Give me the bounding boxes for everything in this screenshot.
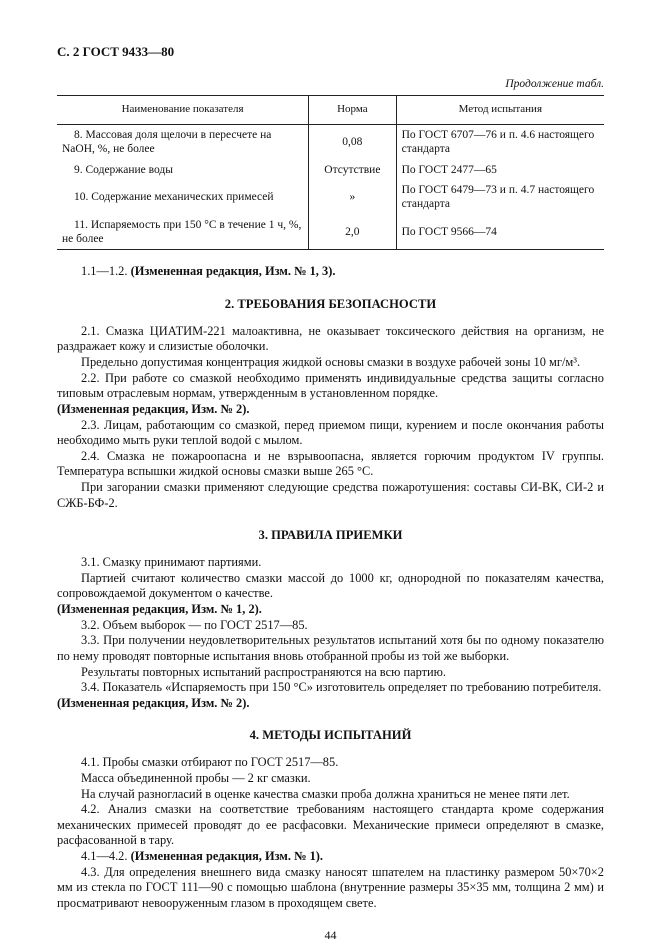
para-2-1: 2.1. Смазка ЦИАТИМ-221 малоактивна, не оказывает токсического действия на организм, не раздражает кожу и слизистые оболочки.	[57, 323, 604, 354]
cell-indicator: 11. Испаряемость при 150 °С в течение 1 ч, %, не более	[62, 218, 302, 245]
amendment-note-3-4: (Измененная редакция, Изм. № 2).	[57, 695, 250, 710]
cell-indicator: 9. Содержание воды	[74, 163, 173, 176]
document-body	[57, 264, 604, 911]
cell-indicator: 10. Содержание механических примесей	[74, 191, 274, 204]
note-bold: (Измененная редакция, Изм. № 1, 3).	[130, 264, 336, 279]
amendment-note-4-1-4-2	[57, 849, 604, 865]
cell-indicator: 8. Массовая доля щелочи в пересчете на NaOH, %, не более	[62, 128, 272, 156]
para-2-1-cont: Предельно допустимая концентрация жидкой основы смазки в воздухе рабочей зоны 10 мг/м³.	[81, 355, 581, 370]
amendment-note-2-2: (Измененная редакция, Изм. № 2).	[57, 401, 250, 416]
table-row	[57, 160, 604, 180]
col-header-indicator: Наименование показателя	[57, 96, 309, 125]
para-3-2: 3.2. Объем выборок — по ГОСТ 2517—85.	[81, 617, 308, 632]
para-2-4-cont: При загорании смазки применяют следующие средства пожаротушения: составы СИ-ВК, СИ-2 и СЖБ-БФ-2.	[57, 480, 604, 510]
cell-method: По ГОСТ 9566—74	[396, 215, 604, 250]
para-3-1: 3.1. Смазку принимают партиями.	[81, 555, 262, 570]
para-2-3: 2.3. Лицам, работающим со смазкой, перед приемом пищи, курением и после окончания работы необходимо мыть руки теплой водой с мылом.	[57, 417, 604, 448]
amendment-note-3-1: (Измененная редакция, Изм. № 1, 2).	[57, 602, 262, 617]
note-bold: (Измененная редакция, Изм. № 1).	[130, 849, 324, 864]
table-row	[57, 124, 604, 159]
cell-method: По ГОСТ 6707—76 и п. 4.6 настоящего стандарта	[396, 124, 604, 159]
col-header-method: Метод испытания	[396, 96, 604, 125]
para-2-4: 2.4. Смазка не пожароопасна и не взрывоопасна, является горючим продуктом IV группы. Температура вспышки жидкой основы смазки выше 265 °С.	[57, 448, 604, 479]
note-prefix: 1.1—1.2.	[81, 264, 131, 279]
para-3-3: 3.3. При получении неудовлетворительных результатов испытаний хотя бы по одному показателю по нему проводят повторные испытания вновь отобранной пробы из той же выборки.	[57, 633, 604, 663]
para-4-1-cont-b: На случай разногласий в оценке качества смазки проба должна храниться не менее пяти лет.	[81, 786, 570, 801]
para-4-1: 4.1. Пробы смазки отбирают по ГОСТ 2517—85.	[81, 755, 339, 770]
cell-method: По ГОСТ 2477—65	[396, 160, 604, 180]
cell-norm: 0,08	[309, 124, 397, 159]
table-row	[57, 215, 604, 250]
para-3-3-cont: Результаты повторных испытаний распространяются на всю партию.	[81, 664, 447, 679]
para-4-1-cont-a: Масса объединенной пробы — 2 кг смазки.	[81, 770, 311, 785]
cell-norm: »	[309, 180, 397, 215]
cell-norm: 2,0	[309, 215, 397, 250]
table-continuation-caption: Продолжение табл.	[505, 78, 604, 90]
section-3-title: 3. ПРАВИЛА ПРИЕМКИ	[258, 528, 403, 543]
amendment-note-1-1	[57, 264, 604, 280]
para-4-3: 4.3. Для определения внешнего вида смазку наносят шпателем на пластинку размером 50×70×2 мм из стекла по ГОСТ 111—90 с помощью шаблона (внутренние размеры 35×35 мм, толщина 2 мм) и просматривают невооруженным глазом в проходящем свете.	[57, 864, 604, 910]
page-header: С. 2 ГОСТ 9433—80	[57, 44, 175, 59]
para-3-4: 3.4. Показатель «Испаряемость при 150 °С» изготовитель определяет по требованию потребителя.	[81, 680, 602, 695]
table-row	[57, 180, 604, 215]
section-4-title: 4. МЕТОДЫ ИСПЫТАНИЙ	[249, 728, 412, 743]
cell-method: По ГОСТ 6479—73 и п. 4.7 настоящего стандарта	[396, 180, 604, 215]
note-prefix: 4.1—4.2.	[81, 849, 131, 864]
col-header-norm: Норма	[309, 96, 397, 125]
specs-table	[57, 95, 604, 250]
cell-norm: Отсутствие	[309, 160, 397, 180]
para-2-2: 2.2. При работе со смазкой необходимо применять индивидуальные средства защиты согласно типовым отраслевым нормам, утвержденным в установленном порядке.	[57, 370, 604, 401]
table-header-row	[57, 96, 604, 125]
page-number: 44	[324, 927, 337, 942]
section-2-title: 2. ТРЕБОВАНИЯ БЕЗОПАСНОСТИ	[224, 297, 437, 311]
para-4-2: 4.2. Анализ смазки на соответствие требованиям настоящего стандарта кроме содержания механических примесей проводят до ее расфасовки. Механические примеси определяют в смазке, расфасованной в тару.	[57, 802, 604, 848]
para-3-1-cont: Партией считают количество смазки массой до 1000 кг, однородной по показателям качества, сопровождаемой документом о качестве.	[57, 570, 604, 601]
